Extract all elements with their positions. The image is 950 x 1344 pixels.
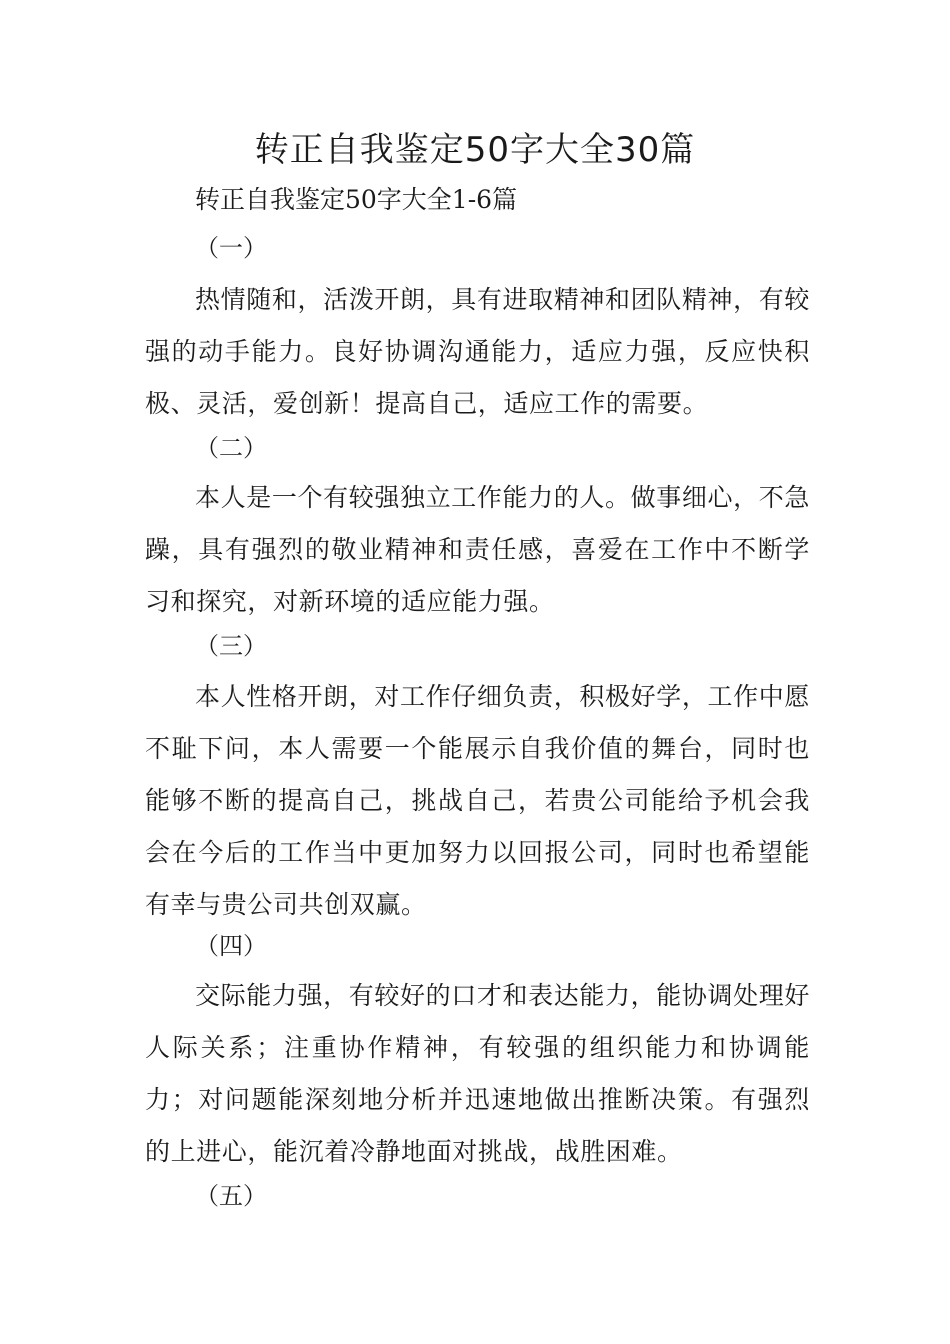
section-paragraph-1: 热情随和，活泼开朗，具有进取精神和团队精神，有较强的动手能力。良好协调沟通能力，适应力强，反应快积极、灵活，爱创新！提高自己，适应工作的需要。 (145, 285, 810, 418)
document-subtitle: 转正自我鉴定50字大全1-6篇 (195, 185, 518, 214)
section-marker-2: （二） (195, 434, 267, 462)
section-marker-1: （一） (195, 234, 267, 262)
section-paragraph-4: 交际能力强，有较好的口才和表达能力，能协调处理好人际关系；注重协作精神，有较强的组织能力和协调能力；对问题能深刻地分析并迅速地做出推断决策。有强烈的上进心，能沉着冷静地面对挑战，战胜困难。 (145, 981, 810, 1166)
section-paragraph-3: 本人性格开朗，对工作仔细负责，积极好学，工作中愿不耻下问，本人需要一个能展示自我价值的舞台，同时也能够不断的提高自己，挑战自己，若贵公司能给予机会我会在今后的工作当中更加努力以回报公司，同时也希望能有幸与贵公司共创双赢。 (145, 682, 810, 919)
section-paragraph-2: 本人是一个有较强独立工作能力的人。做事细心，不急躁，具有强烈的敬业精神和责任感，喜爱在工作中不断学习和探究，对新环境的适应能力强。 (145, 483, 810, 616)
section-marker-5: （五） (195, 1182, 267, 1210)
document-title: 转正自我鉴定50字大全30篇 (254, 130, 696, 170)
section-marker-4: （四） (195, 932, 267, 960)
section-marker-3: （三） (195, 632, 267, 660)
